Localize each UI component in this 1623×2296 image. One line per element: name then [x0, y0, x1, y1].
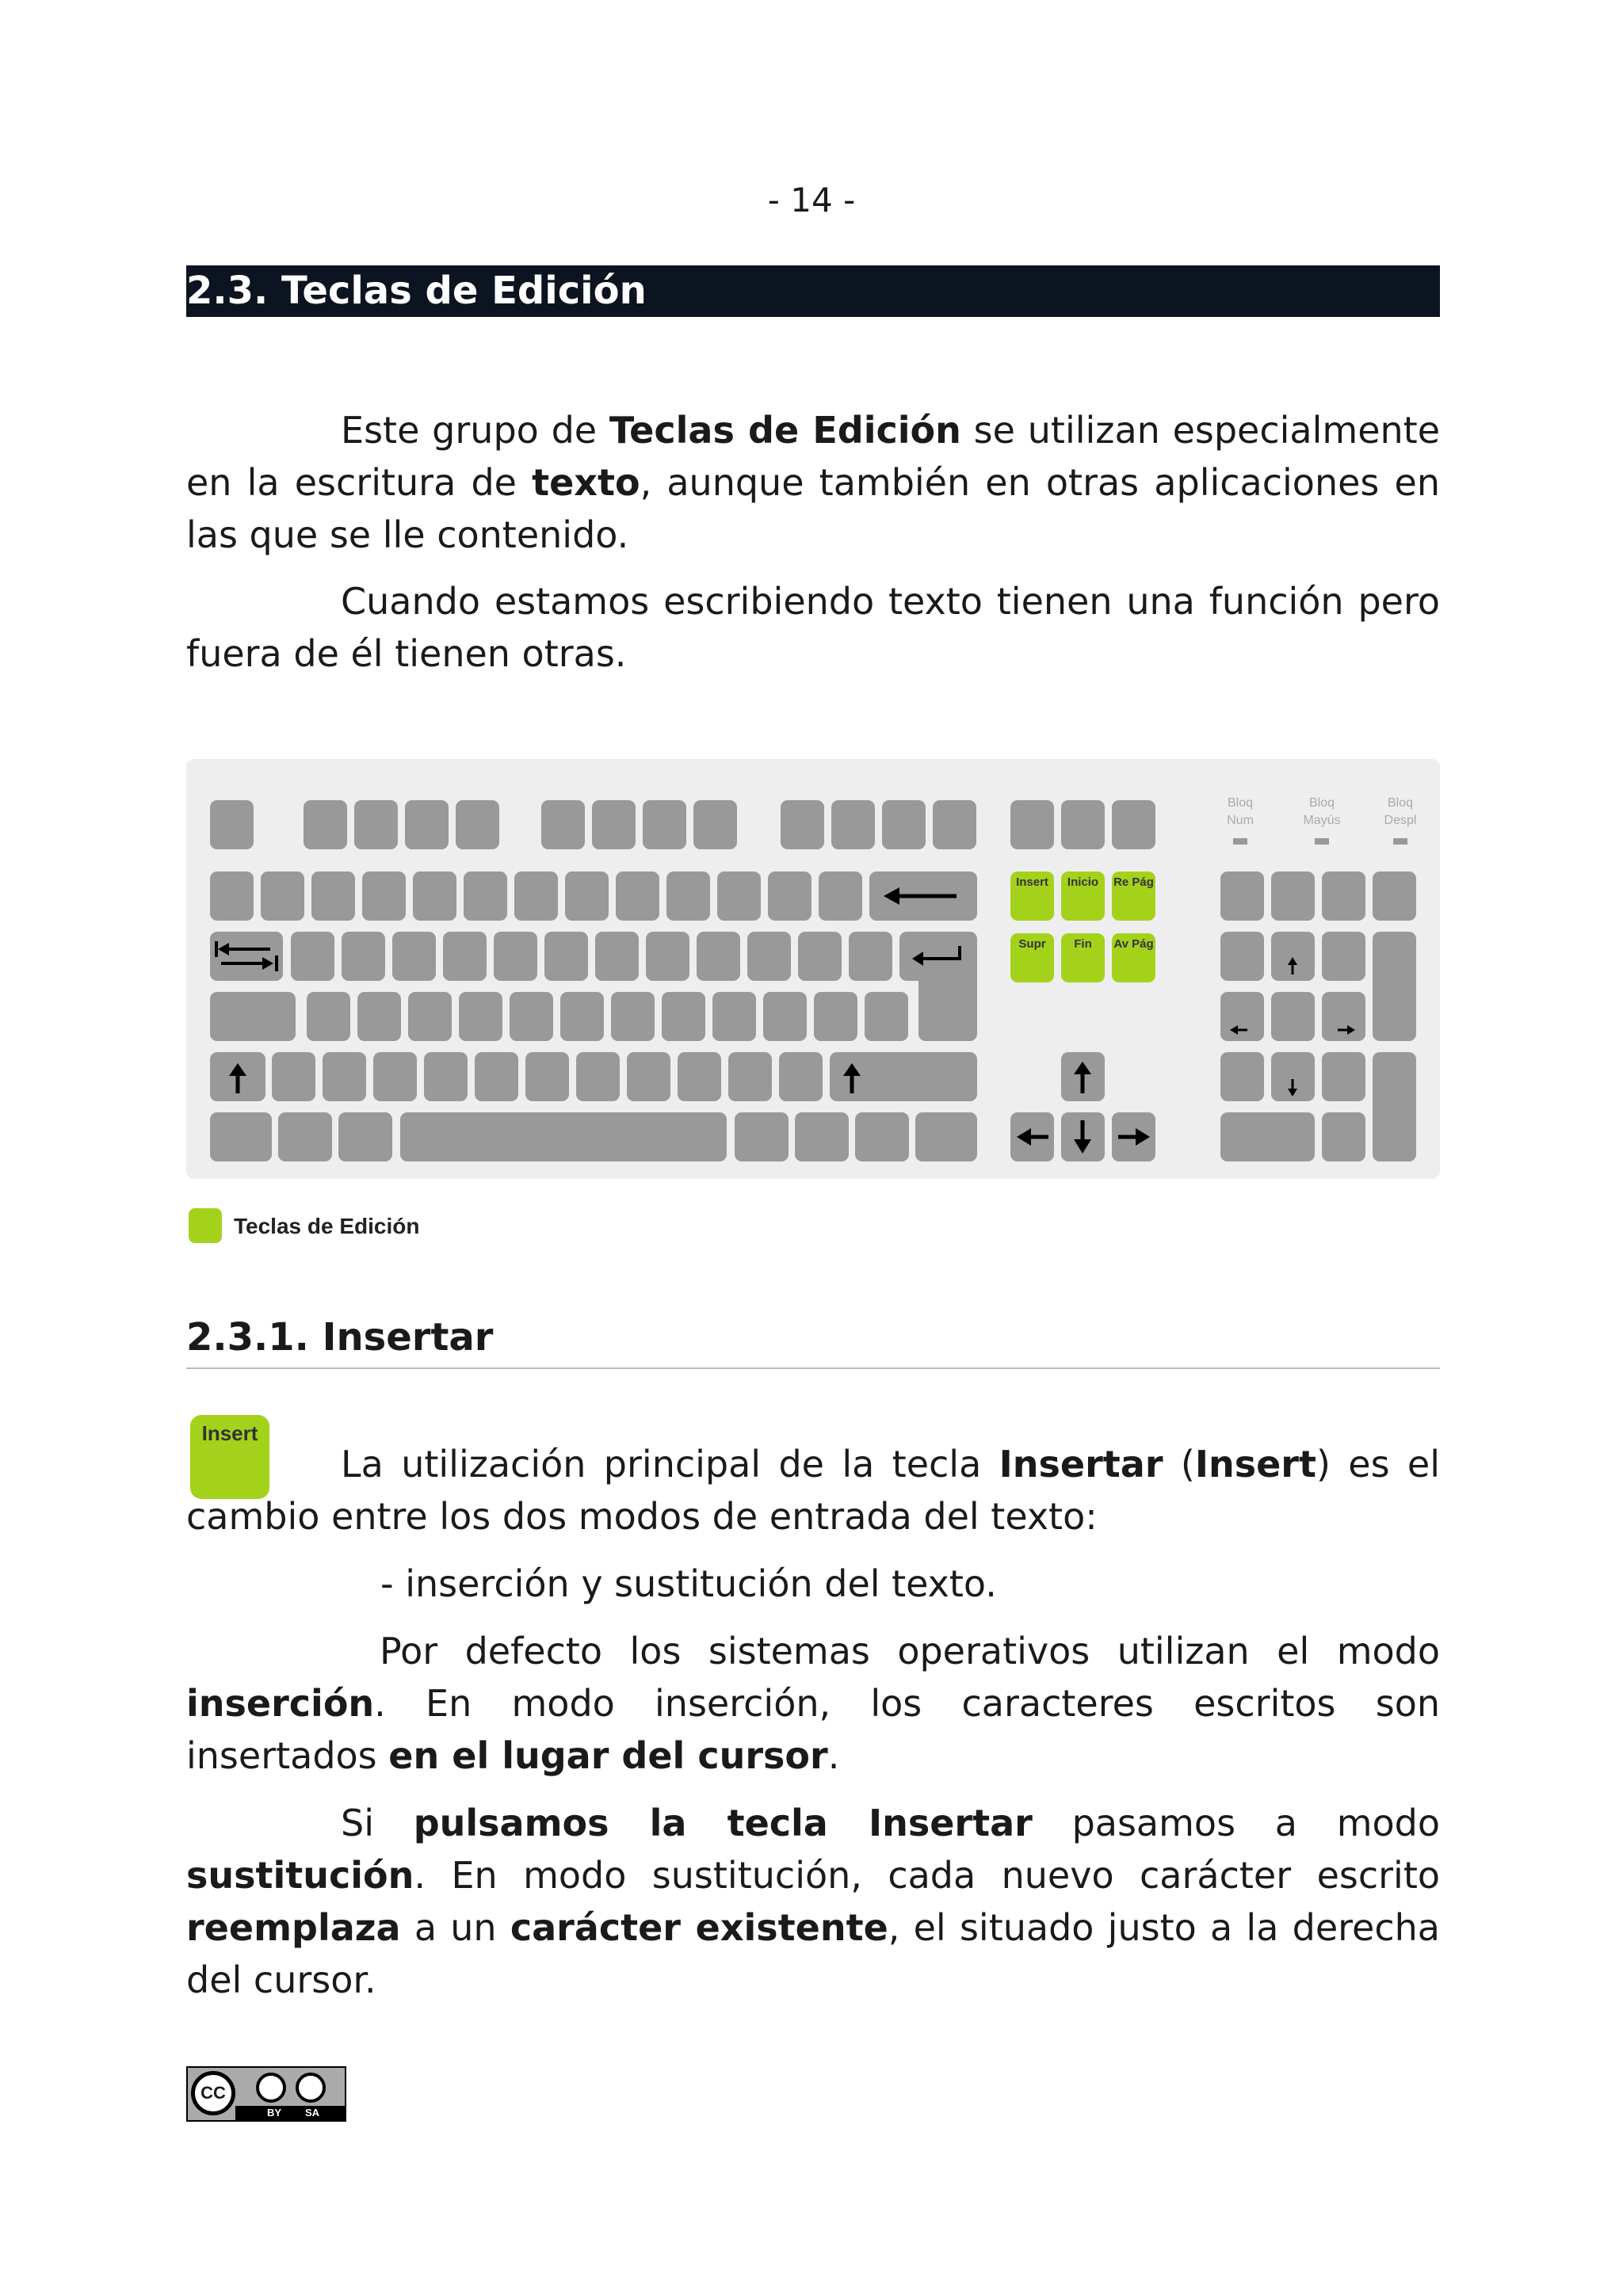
tab-icon	[210, 932, 283, 981]
insert-bullet: - inserción y sustitución del texto.	[380, 1562, 997, 1605]
key-f9	[781, 800, 824, 849]
legend-swatch	[189, 1208, 222, 1243]
backspace-key	[869, 871, 977, 921]
alt-gr-key	[735, 1112, 789, 1161]
inicio-key: Inicio	[1061, 871, 1105, 921]
letter-key	[544, 932, 588, 981]
letter-key	[475, 1052, 518, 1101]
re-pag-key: Re Pág	[1112, 871, 1155, 921]
number-row-key	[819, 871, 862, 921]
insert-key: Insert	[1010, 871, 1054, 921]
by-person-icon	[256, 2073, 286, 2103]
lock-led-num	[1233, 838, 1247, 845]
insert-paragraph-2: Por defecto los sistemas operativos utilizan el modo inserción. En modo inserción, los caracteres escritos son insertados en el lugar del cursor.	[186, 1630, 1440, 1777]
key-f8	[693, 800, 737, 849]
numpad-key	[1220, 871, 1264, 921]
insert-key-icon: Insert	[190, 1415, 269, 1499]
insert-paragraph-3: Si pulsamos la tecla Insertar pasamos a modo sustitución. En modo sustitución, cada nuevo carácter escrito reemplaza a un carácter existente, el situado justo a la derecha del cursor.	[186, 1802, 1440, 2001]
letter-key	[424, 1052, 468, 1101]
letter-key	[443, 932, 487, 981]
number-row-key	[565, 871, 609, 921]
cc-license-badge	[186, 2066, 346, 2122]
ctrl-key	[210, 1112, 272, 1161]
key-f4	[456, 800, 499, 849]
numpad-key	[1322, 992, 1365, 1041]
letter-key	[627, 1052, 670, 1101]
letter-key	[763, 992, 807, 1041]
letter-key	[662, 992, 705, 1041]
numpad-zero-key	[1220, 1112, 1315, 1161]
letter-key	[798, 932, 842, 981]
right-shift-key	[830, 1052, 977, 1101]
letter-key	[865, 992, 908, 1041]
arrow-left-icon	[1220, 992, 1264, 1041]
space-key	[400, 1112, 727, 1161]
arrow-up-icon	[1271, 932, 1315, 981]
key-pause	[1112, 800, 1155, 849]
letter-key	[576, 1052, 620, 1101]
enter-key-lower	[918, 973, 977, 1041]
menu-key	[855, 1112, 909, 1161]
supr-key: Supr	[1010, 933, 1054, 982]
arrow-right-key	[1112, 1112, 1155, 1161]
keyboard-diagram	[186, 759, 1440, 1179]
alt-key	[338, 1112, 392, 1161]
number-row-key	[464, 871, 507, 921]
arrow-right-icon	[1322, 992, 1365, 1041]
letter-key	[747, 932, 791, 981]
arrow-up-key	[1061, 1052, 1105, 1101]
letter-key	[678, 1052, 721, 1101]
letter-key	[459, 992, 502, 1041]
letter-key	[728, 1052, 772, 1101]
key-f11	[882, 800, 926, 849]
letter-key	[272, 1052, 315, 1101]
numpad-enter-key	[1373, 1052, 1416, 1161]
letter-key	[697, 932, 740, 981]
numpad-key	[1271, 1052, 1315, 1101]
left-shift-key	[210, 1052, 265, 1101]
number-row-key	[413, 871, 456, 921]
arrow-down-icon	[1271, 1052, 1315, 1101]
arrow-up-icon	[1061, 1052, 1105, 1101]
number-row-key	[717, 871, 761, 921]
license-strip	[235, 2106, 345, 2120]
numpad-plus-key	[1373, 932, 1416, 1041]
key-f7	[643, 800, 686, 849]
letter-key	[779, 1052, 823, 1101]
letter-key	[373, 1052, 417, 1101]
key-esc	[210, 800, 254, 849]
key-f5	[541, 800, 585, 849]
key-f1	[304, 800, 347, 849]
numpad-key	[1271, 932, 1315, 981]
arrow-down-key	[1061, 1112, 1105, 1161]
subsection-title: 2.3.1. Insertar	[186, 1315, 494, 1360]
numpad-key	[1220, 1052, 1264, 1101]
tab-key	[210, 932, 283, 981]
caps-lock-key	[210, 992, 296, 1041]
letter-key	[646, 932, 689, 981]
page-number: - 14 -	[767, 181, 856, 219]
cc-icon: CC	[191, 2071, 235, 2115]
shift-up-icon	[830, 1052, 893, 1101]
key-f2	[354, 800, 398, 849]
number-row-key	[210, 871, 254, 921]
lock-label-despl: Bloq Despl	[1384, 796, 1417, 827]
numpad-key	[1271, 871, 1315, 921]
letter-key	[611, 992, 655, 1041]
letter-key	[712, 992, 756, 1041]
key-f12	[933, 800, 976, 849]
shift-up-icon	[210, 1052, 265, 1101]
letter-key	[323, 1052, 366, 1101]
letter-key	[392, 932, 436, 981]
letter-key	[291, 932, 334, 981]
number-row-key	[666, 871, 710, 921]
numpad-key	[1373, 871, 1416, 921]
number-row-key	[768, 871, 812, 921]
number-row-key	[362, 871, 406, 921]
letter-key	[510, 992, 553, 1041]
number-row-key	[261, 871, 304, 921]
letter-key	[408, 992, 452, 1041]
key-scroll	[1061, 800, 1105, 849]
arrow-right-icon	[1112, 1112, 1155, 1161]
letter-key	[357, 992, 401, 1041]
letter-key	[525, 1052, 569, 1101]
arrow-left-key	[1010, 1112, 1054, 1161]
numpad-key	[1322, 1112, 1365, 1161]
letter-key	[849, 932, 892, 981]
ctrl-key-right	[915, 1112, 977, 1161]
backspace-arrow-icon	[869, 871, 977, 921]
intro-paragraph-1: Este grupo de Teclas de Edición se utilizan especialmente en la escritura de texto, aunque también en otras aplicaciones en las que se lle contenido.	[186, 409, 1440, 556]
insert-paragraph-1: La utilización principal de la tecla Insertar (Insert) es el cambio entre los dos modos de entrada del texto:	[186, 1443, 1440, 1538]
arrow-left-icon	[1010, 1112, 1054, 1161]
win-key-right	[795, 1112, 849, 1161]
legend-label: Teclas de Edición	[234, 1214, 420, 1238]
intro-paragraph-2: Cuando estamos escribiendo texto tienen una función pero fuera de él tienen otras.	[186, 580, 1440, 675]
letter-key	[494, 932, 537, 981]
lock-label-mayus: Bloq Mayús	[1303, 796, 1341, 827]
numpad-key	[1220, 932, 1264, 981]
section-title: 2.3. Teclas de Edición	[186, 269, 647, 313]
key-f6	[592, 800, 636, 849]
sa-share-icon	[296, 2073, 326, 2103]
section-heading	[186, 265, 1440, 317]
key-f3	[405, 800, 449, 849]
number-row-key	[311, 871, 355, 921]
letter-key	[307, 992, 350, 1041]
numpad-key	[1220, 992, 1264, 1041]
numpad-key	[1271, 992, 1315, 1041]
av-pag-key: Av Pág	[1112, 933, 1155, 982]
lock-label-num: Bloq Num	[1227, 796, 1254, 827]
arrow-down-icon	[1061, 1112, 1105, 1161]
lock-led-mayus	[1315, 838, 1329, 845]
number-row-key	[616, 871, 659, 921]
letter-key	[814, 992, 857, 1041]
numpad-key	[1322, 932, 1365, 981]
sa-label: SA	[305, 2107, 320, 2119]
key-print	[1010, 800, 1054, 849]
fin-key: Fin	[1061, 933, 1105, 982]
number-row-key	[514, 871, 558, 921]
lock-led-despl	[1393, 838, 1407, 845]
win-key	[278, 1112, 332, 1161]
letter-key	[560, 992, 604, 1041]
letter-key	[342, 932, 385, 981]
subsection-rule	[186, 1367, 1440, 1369]
by-label: BY	[267, 2107, 282, 2119]
numpad-key	[1322, 871, 1365, 921]
numpad-key	[1322, 1052, 1365, 1101]
letter-key	[595, 932, 639, 981]
key-f10	[831, 800, 875, 849]
